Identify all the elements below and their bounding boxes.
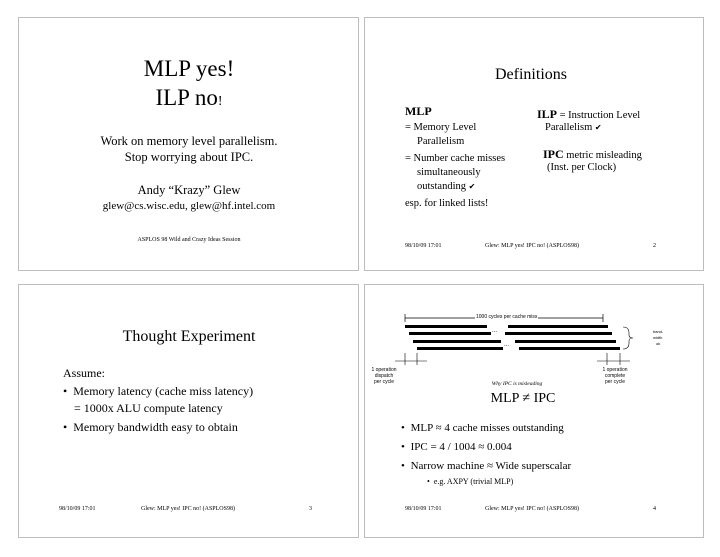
left-label-1: 1 operation [371, 367, 397, 373]
slide2-mlp-line1: = Memory Level [405, 122, 477, 133]
slide4-bullet1-text: MLP ≈ 4 cache misses outstanding [410, 422, 564, 434]
slide4-sub-bullet-text: e.g. AXPY (trivial MLP) [433, 477, 514, 486]
slide2-ilp-line2 [545, 122, 602, 133]
slide2-mlp-line6: esp. for linked lists! [405, 198, 489, 209]
check-icon: ✔ [594, 123, 602, 132]
slide2-footer-page: 2 [653, 243, 656, 249]
slide3-bullet1-line2: = 1000x ALU compute latency [74, 401, 223, 415]
slide-2 [364, 17, 704, 271]
slide4-footer-title: Glew: MLP yes! IPC no! (ASPLOS98) [485, 506, 579, 512]
slide4-bullet2-text: IPC = 4 / 1004 ≈ 0.004 [410, 441, 512, 453]
diagram-dots-1: ... [492, 328, 498, 334]
slide2-mlp-line3: = Number cache misses [405, 153, 506, 164]
bullet-icon: • [63, 420, 68, 434]
slide3-assume: Assume: [63, 366, 105, 380]
slide2-mlp-line4: simultaneously [417, 167, 481, 178]
cache-miss-bar-1b [508, 325, 608, 328]
slide1-title-line2-main: ILP no [155, 85, 218, 110]
bullet-icon: • [401, 422, 405, 434]
bullet-icon: • [401, 441, 405, 453]
slide3-footer-title: Glew: MLP yes! IPC no! (ASPLOS98) [141, 506, 235, 512]
slide4-sub-bullet [427, 477, 513, 486]
slide-3 [18, 284, 359, 538]
cache-miss-bar-2b [505, 332, 612, 335]
slide4-title: MLP ≠ IPC [490, 391, 556, 406]
slide2-ilp-line1: = Instruction Level [557, 110, 641, 121]
bandwidth-brace [623, 327, 633, 349]
mlp-timeline-diagram [365, 285, 703, 395]
slide2-mlp-line5-text: outstanding [417, 181, 466, 192]
slide2-mlp-line2: Parallelism [417, 136, 465, 147]
slide3-bullet1 [63, 384, 253, 399]
slide3-bullet2-text: Memory bandwidth easy to obtain [73, 420, 238, 434]
slide4-footer-page: 4 [653, 506, 656, 512]
slide-4 [364, 284, 704, 538]
slide3-footer-page: 3 [309, 506, 312, 512]
slide3-bullet2 [63, 420, 238, 435]
cache-miss-bar-4 [417, 347, 503, 350]
right-label-2: complete [604, 373, 626, 379]
slide2-ipc-heading: IPC [543, 147, 564, 161]
slide1-session: ASPLOS 98 Wild and Crazy Ideas Session [137, 237, 241, 243]
slide4-bullet3-text: Narrow machine ≈ Wide superscalar [410, 460, 572, 472]
slide2-mlp-line5 [417, 181, 475, 192]
slide-1 [18, 17, 359, 271]
slide2-mlp-heading: MLP [405, 104, 432, 118]
left-label-3: per cycle [373, 379, 395, 385]
cache-miss-bar-2 [409, 332, 491, 335]
diagram-caption: Why IPC is misleading [491, 381, 543, 387]
cache-miss-bar-1 [405, 325, 487, 328]
band-label-3: ok [656, 341, 661, 346]
slide2-ilp-line [537, 107, 640, 122]
band-label-1: band- [653, 329, 664, 334]
slide1-subtitle-line2: Stop worrying about IPC. [124, 150, 254, 164]
diagram-dots-2: ... [504, 342, 510, 348]
slide2-ipc-line2: (Inst. per Clock) [547, 162, 617, 173]
cache-miss-bar-3 [413, 340, 501, 343]
slide1-subtitle-line1: Work on memory level parallelism. [100, 134, 278, 148]
bullet-icon: • [63, 384, 68, 398]
slide1-title-line1: MLP yes! [143, 56, 235, 81]
slide4-bullet3 [401, 460, 571, 472]
slide2-footer-title: Glew: MLP yes! IPC no! (ASPLOS98) [485, 243, 579, 249]
slide1-author: Andy “Krazy” Glew [137, 183, 241, 197]
slide1-title-line2-suffix: ! [217, 94, 223, 109]
slide3-title: Thought Experiment [122, 328, 256, 345]
slide4-footer-date: 98/10/09 17:01 [405, 506, 442, 512]
slide2-ipc-line1: metric misleading [563, 150, 642, 161]
slide1-title-line2 [155, 85, 222, 111]
cache-miss-bar-4b [519, 347, 620, 350]
check-icon: ✔ [468, 182, 476, 191]
bullet-icon: • [401, 460, 405, 472]
slide4-bullet2 [401, 441, 512, 453]
band-label-2: width [653, 335, 663, 340]
right-label-3: per cycle [604, 379, 626, 385]
cache-miss-bar-3b [515, 340, 616, 343]
diagram-label-top: 1000 cycles per cache miss [476, 314, 538, 320]
slide1-email: glew@cs.wisc.edu, glew@hf.intel.com [102, 200, 276, 212]
right-label-1: 1 operation [602, 367, 628, 373]
slide2-title: Definitions [495, 66, 567, 83]
slide4-bullet1 [401, 422, 564, 434]
left-label-2: dispatch [374, 373, 394, 379]
slide2-ilp-line2-text: Parallelism [545, 122, 593, 133]
slide2-ipc-line [543, 147, 642, 162]
slide2-footer-date: 98/10/09 17:01 [405, 243, 442, 249]
slide3-footer-date: 98/10/09 17:01 [59, 506, 96, 512]
bullet-icon: • [427, 477, 430, 486]
slide3-bullet1-line1: Memory latency (cache miss latency) [73, 384, 254, 398]
slide2-ilp-heading: ILP [537, 107, 558, 121]
